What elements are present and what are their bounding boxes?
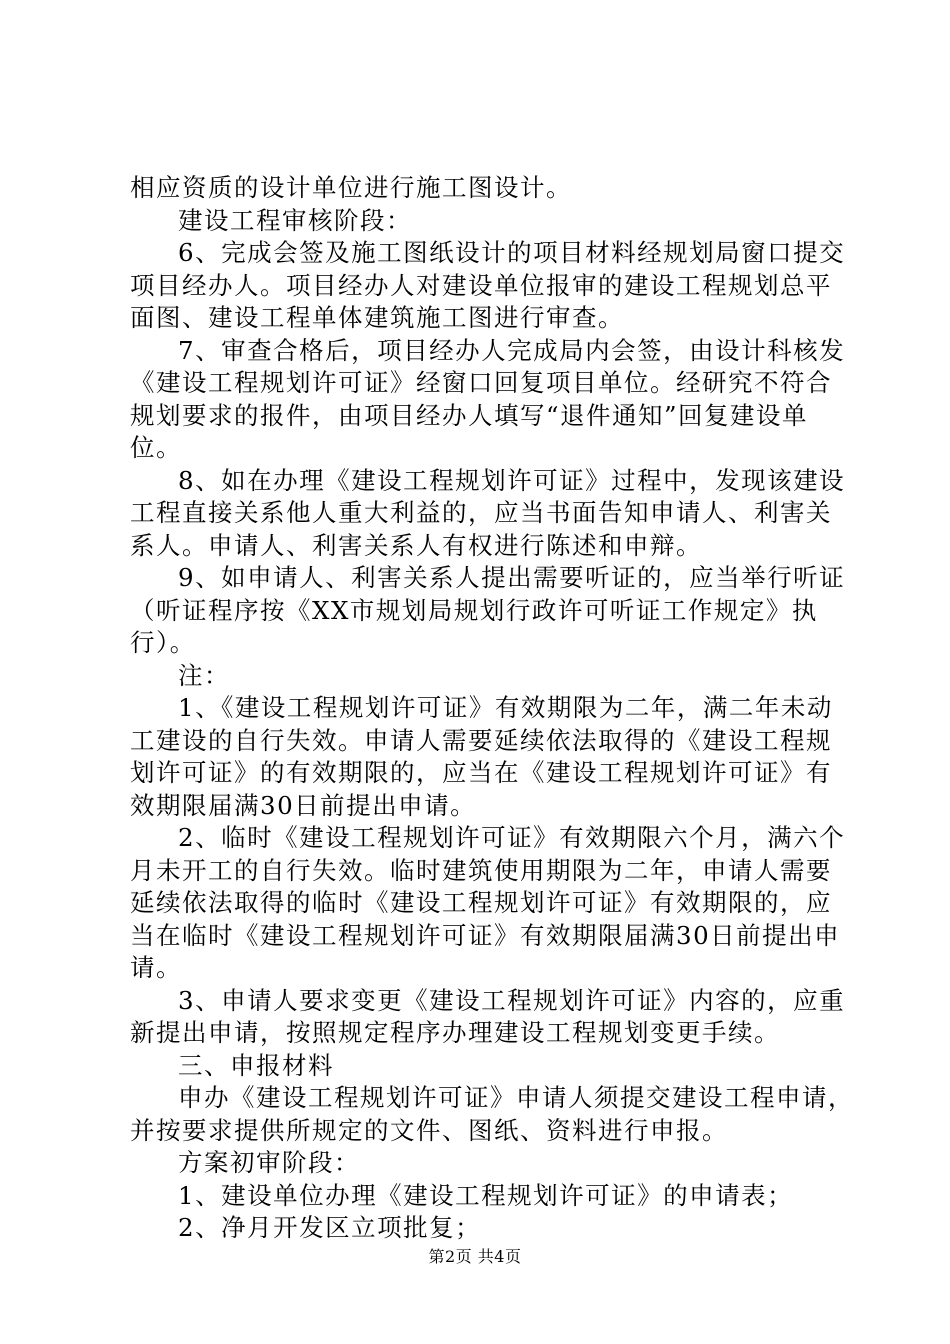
document-body — [130, 172, 854, 1245]
text-line: 月未开工的自行失效。临时建筑使用期限为二年，申请人需要 — [130, 855, 832, 885]
text-line: 6、完成会签及施工图纸设计的项目材料经规划局窗口提交 — [178, 238, 846, 267]
text-line: 9、如申请人、利害关系人提出需要听证的，应当举行听证 — [178, 563, 846, 592]
text-line: 方案初审阶段： — [178, 1148, 360, 1177]
text-line: 《建设工程规划许可证》经窗口回复项目单位。经研究不符合 — [130, 368, 832, 397]
text-line: 相应资质的设计单位进行施工图设计。 — [130, 173, 572, 202]
text-line: 行）。 — [130, 628, 196, 657]
text-line: 工程直接关系他人重大利益的，应当书面告知申请人、利害关 — [130, 498, 832, 527]
text-line: （听证程序按《XX市规划局规划行政许可听证工作规定》执 — [130, 595, 818, 625]
text-line: 8、如在办理《建设工程规划许可证》过程中，发现该建设 — [178, 465, 846, 495]
text-line: 2、临时《建设工程规划许可证》有效期限六个月，满六个 — [178, 823, 846, 852]
text-line: 请。 — [130, 953, 182, 982]
text-line: 规划要求的报件，由项目经办人填写“退件通知”回复建设单 — [130, 400, 809, 430]
text-line: 新提出申请，按照规定程序办理建设工程规划变更手续。 — [130, 1018, 780, 1047]
text-line: 申办《建设工程规划许可证》申请人须提交建设工程申请， — [178, 1083, 854, 1112]
text-line: 工建设的自行失效。申请人需要延续依法取得的《建设工程规 — [130, 725, 832, 755]
text-line: 项目经办人。项目经办人对建设单位报审的建设工程规划总平 — [130, 270, 832, 300]
text-line: 注： — [178, 660, 230, 690]
text-line: 3、申请人要求变更《建设工程规划许可证》内容的，应重 — [178, 985, 846, 1015]
text-line: 2、净月开发区立项批复； — [178, 1213, 482, 1242]
text-line: 系人。申请人、利害关系人有权进行陈述和申辩。 — [130, 530, 702, 560]
text-line: 建设工程审核阶段： — [178, 205, 412, 235]
text-line: 1、建设单位办理《建设工程规划许可证》的申请表； — [178, 1180, 794, 1210]
text-line: 1、《建设工程规划许可证》有效期限为二年，满二年未动 — [178, 693, 833, 722]
text-line: 效期限届满30日前提出申请。 — [130, 790, 477, 820]
text-line: 面图、建设工程单体建筑施工图进行审查。 — [130, 303, 624, 332]
text-line: 划许可证》的有效期限的，应当在《建设工程规划许可证》有 — [130, 758, 832, 787]
page-footer: 第2页 共4页 — [428, 1247, 522, 1266]
text-line: 延续依法取得的临时《建设工程规划许可证》有效期限的，应 — [130, 888, 832, 917]
text-line: 三、申报材料 — [178, 1050, 334, 1080]
text-line: 7、审查合格后，项目经办人完成局内会签，由设计科核发 — [178, 335, 846, 365]
text-line: 并按要求提供所规定的文件、图纸、资料进行申报。 — [130, 1115, 728, 1145]
text-line: 当在临时《建设工程规划许可证》有效期限届满30日前提出申 — [130, 920, 841, 950]
text-line: 位。 — [130, 433, 182, 462]
